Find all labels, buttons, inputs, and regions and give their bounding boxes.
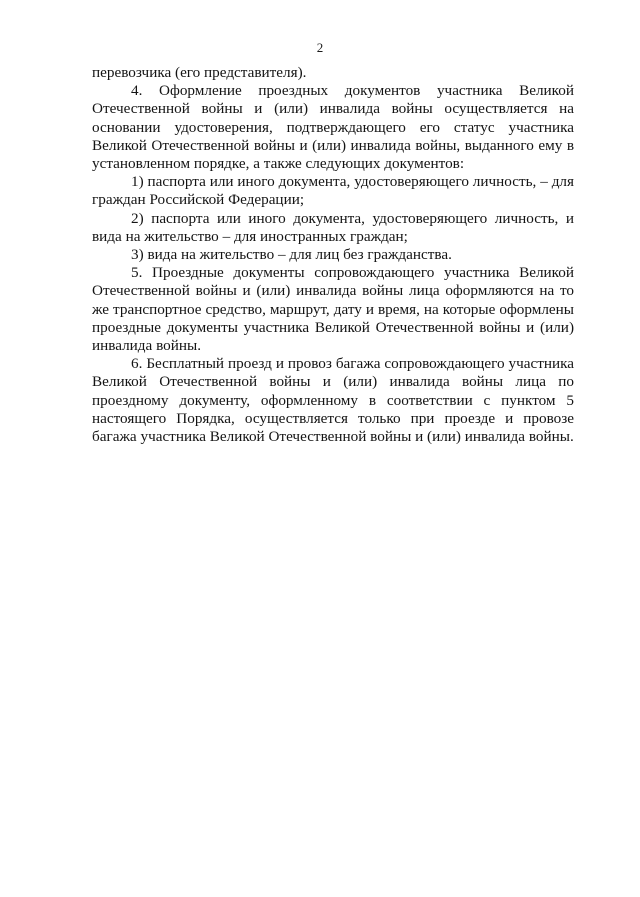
paragraph-subitem-3: 3) вида на жительство – для лиц без гражданства. [131, 246, 452, 264]
paragraph-item-5: 5. Проездные документы сопровождающего участника Великой Отечественной войны и (или) инвалида войны лица оформляются на то же транспортное средство, маршрут, дату и время, на которые оформлены проездные документы участника Великой Отечественной войны и (или) инвалида войны. [92, 264, 574, 355]
page-number: 2 [316, 40, 324, 55]
paragraph-subitem-1: 1) паспорта или иного документа, удостоверяющего личность, – для граждан Российской Федерации; [92, 173, 574, 209]
document-body [92, 64, 574, 446]
paragraph-continuation: перевозчика (его представителя). [92, 64, 307, 81]
paragraph-item-6: 6. Бесплатный проезд и провоз багажа сопровождающего участника Великой Отечественной войны и (или) инвалида войны лица по проездному документу, оформленному в соответствии с пунктом 5 настоящего Порядка, осуществляется только при проезде и провозе багажа участника Великой Отечественной войны и (или) инвалида войны. [92, 355, 574, 446]
paragraph-subitem-2: 2) паспорта или иного документа, удостоверяющего личность, и вида на жительство – для иностранных граждан; [92, 209, 574, 245]
paragraph-item-4: 4. Оформление проездных документов участника Великой Отечественной войны и (или) инвалида войны осуществляется на основании удостоверения, подтверждающего его статус участника Великой Отечественной войны и (или) инвалида войны, выданного ему в установленном порядке, а также следующих документов: [92, 82, 574, 173]
